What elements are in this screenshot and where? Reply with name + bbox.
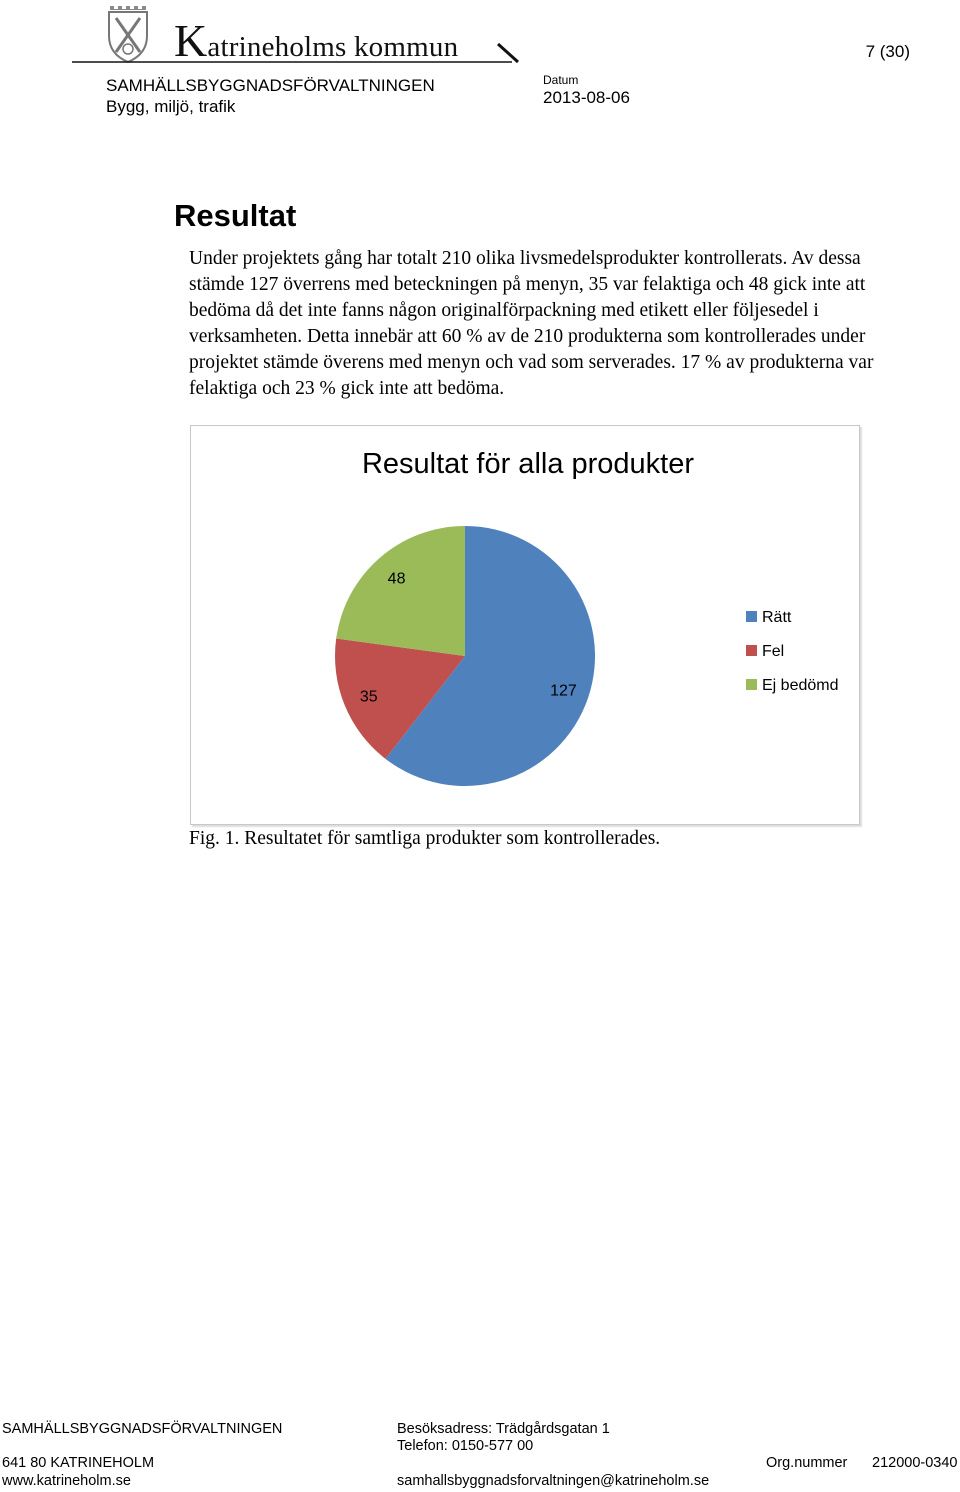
brand-name-rest: atrineholms kommun — [207, 31, 459, 63]
data-label-ej-bed-md: 48 — [387, 570, 406, 588]
footer-department: SAMHÄLLSBYGGNADSFÖRVALTNINGEN — [2, 1421, 283, 1437]
page-number: 7 (30) — [865, 42, 910, 61]
figure-caption: Fig. 1. Resultatet för samtliga produkter som kontrollerades. — [189, 828, 661, 849]
footer-phone: Telefon: 0150-577 00 — [397, 1438, 534, 1454]
legend-label-r-tt: Rätt — [762, 609, 792, 626]
data-label-fel: 35 — [359, 688, 378, 706]
date-label: Datum — [543, 73, 579, 87]
footer-website-link[interactable]: www.katrineholm.se — [2, 1473, 131, 1489]
data-label-r-tt: 127 — [550, 682, 577, 700]
legend-label-fel: Fel — [762, 643, 785, 660]
brand-underline-graphic — [72, 36, 522, 66]
legend-swatch-ej-bed-md — [746, 679, 757, 690]
footer-org-number-label: Org.nummer — [766, 1455, 848, 1471]
brand-initial: K — [174, 15, 208, 66]
legend-label-ej-bed-md: Ej bedömd — [762, 677, 839, 694]
legend-swatch-fel — [746, 645, 757, 656]
date-value: 2013-08-06 — [543, 88, 630, 107]
footer-email-link[interactable]: samhallsbyggnadsforvaltningen@katrineholm.se — [397, 1473, 710, 1489]
section-heading: Resultat — [174, 198, 297, 233]
footer-org-number-value: 212000-0340 — [872, 1455, 958, 1471]
pie-chart — [191, 426, 858, 823]
chart-frame — [190, 425, 860, 825]
body-paragraph: Under projektets gång har totalt 210 olika livsmedelsprodukter kontrollerats. Av dessa stämde 127 överrens med beteckningen på menyn, 35 var felaktiga och 48 gick inte att bedöma då det inte fanns någon originalförpackning med etikett eller följesedel i verksamheten. Detta innebär att 60 % av de 210 produkterna som kontrollerades under projektet stämde överens med menyn och vad som serverades. 17 % av produkterna var felaktiga och 23 % gick inte att bedöma. — [189, 248, 874, 399]
chart-title: Resultat för alla produkter — [361, 448, 695, 480]
unit-name: Bygg, miljö, trafik — [106, 97, 236, 116]
footer-postal-address: 641 80 KATRINEHOLM — [2, 1455, 155, 1471]
pie-slice-ej-bed-md — [336, 526, 465, 656]
legend-swatch-r-tt — [746, 611, 757, 622]
department-name: SAMHÄLLSBYGGNADSFÖRVALTNINGEN — [106, 76, 435, 95]
footer-visit-address: Besöksadress: Trädgårdsgatan 1 — [397, 1421, 610, 1437]
